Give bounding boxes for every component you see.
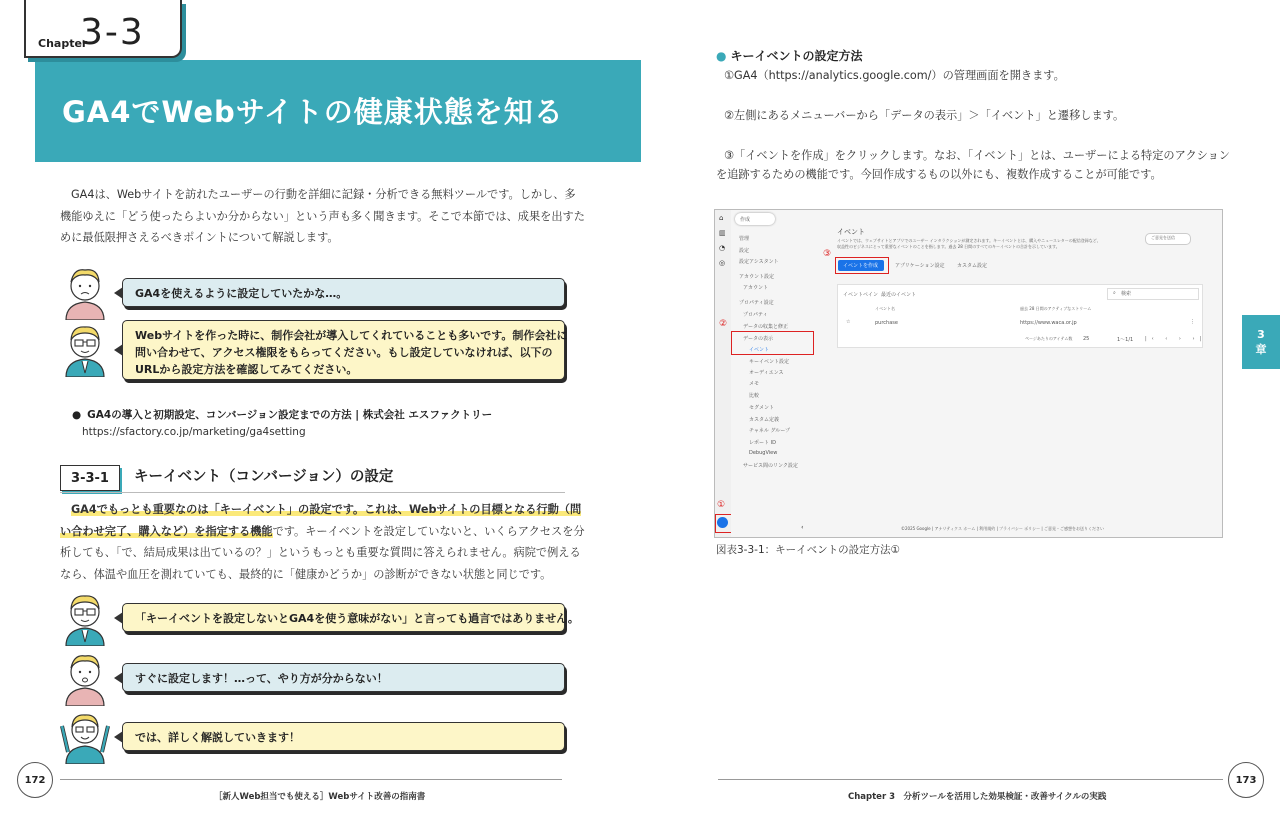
nav-subitem[interactable]: チャネル グループ bbox=[749, 428, 791, 434]
custom-settings-dropdown[interactable]: カスタム設定 bbox=[957, 263, 988, 269]
intro-paragraph bbox=[60, 184, 585, 249]
nav-item[interactable]: データの収集と修正 bbox=[743, 324, 789, 330]
nav-item-data-display[interactable]: データの表示 bbox=[743, 336, 774, 342]
highlight-box-3 bbox=[835, 257, 889, 274]
step-3: ③「イベントを作成」をクリックします。なお、「イベント」とは、ユーザーによる特定のアクション bbox=[724, 149, 1230, 162]
step-1: ①GA4（https://analytics.google.com/）の管理画面を開きます。 bbox=[724, 69, 1065, 82]
highlight-box-2 bbox=[731, 331, 814, 355]
advertising-icon[interactable]: ◎ bbox=[719, 259, 726, 267]
event-name-cell[interactable]: purchase bbox=[875, 320, 898, 326]
tab-recent-events[interactable]: 最近のイベント bbox=[881, 292, 917, 298]
highlight-box-1 bbox=[715, 514, 732, 533]
bubble-text: GA4を使えるように設定していたかな…。 bbox=[135, 286, 348, 300]
nav-item[interactable]: 設定 bbox=[739, 248, 750, 254]
nav-subitem[interactable]: DebugView bbox=[749, 450, 778, 456]
bubble-text: すぐに設定します！…って、やり方が分からない！ bbox=[135, 671, 388, 685]
intro-line: 機能ゆえに「どう使ったらよいか分からない」という声も多く聞きます。そこで本節では、成果を出すた bbox=[60, 209, 585, 223]
chapter-side-tab bbox=[1242, 315, 1280, 369]
marker-3: ③ bbox=[823, 249, 832, 259]
section-paragraph bbox=[60, 499, 585, 585]
section-divider bbox=[60, 492, 565, 493]
answer-bubble bbox=[122, 320, 568, 380]
cheering-person-icon bbox=[60, 708, 110, 764]
collapse-icon[interactable]: ‹ bbox=[801, 523, 804, 531]
rows-per-page-label: ページあたりのアイテム数 bbox=[1025, 336, 1073, 341]
side-tab-number: 3 bbox=[1257, 328, 1265, 341]
footer-line bbox=[60, 779, 562, 780]
create-event-label: イベントを作成 bbox=[843, 263, 879, 269]
paragraph-text: なら、体温や血圧を測れていても、最終的に「健康かどうか」の診断ができない状態と同じです。 bbox=[60, 567, 552, 581]
nav-subitem[interactable]: セグメント bbox=[749, 405, 774, 411]
nav-subitem[interactable]: オーディエンス bbox=[749, 370, 784, 376]
nav-item[interactable]: サービス間のリンク設定 bbox=[743, 463, 798, 469]
pagination-arrows[interactable]: |‹ ‹ › ›| bbox=[1145, 336, 1207, 342]
nav-item-events[interactable]: イベント bbox=[749, 347, 770, 353]
column-header: 過去 28 日間のアクティブなストリーム bbox=[1020, 306, 1092, 311]
nav-subitem[interactable]: メモ bbox=[749, 381, 760, 387]
stream-cell: https://www.waca.or.jp bbox=[1020, 320, 1077, 326]
pagination-range: 1〜1/1 bbox=[1117, 337, 1134, 343]
footer-chapter-title: Chapter 3 分析ツールを活用した効果検証・改善サイクルの実践 bbox=[848, 792, 1107, 802]
paragraph-text: 析しても、「で、結局成果は出ているの？」というもっとも重要な質問に答えられません。病院で例える bbox=[60, 546, 581, 559]
nav-item[interactable]: 管理 bbox=[739, 236, 750, 242]
ga-footer: ©2025 Google | アナリティクス ホーム | 利用規約 | プライバシー ポリシー | ご意見・ご感想をお送りください bbox=[901, 526, 1105, 531]
consultant-bubble bbox=[122, 722, 565, 751]
nav-subitem[interactable]: 比較 bbox=[749, 393, 760, 399]
bubble-text: では、詳しく解説していきます！ bbox=[135, 730, 300, 744]
bubble-line: Webサイトを作った時に、制作会社が導入してくれていることも多いです。制作会社に bbox=[135, 329, 568, 342]
more-icon[interactable]: ⋮ bbox=[1190, 319, 1195, 325]
bubble-line: URLから設定方法を確認してみてください。 bbox=[135, 363, 358, 376]
events-title: イベント bbox=[837, 228, 865, 236]
footer-line bbox=[718, 779, 1223, 780]
feedback-label: ご意見を送信 bbox=[1151, 235, 1175, 240]
star-icon[interactable]: ☆ bbox=[846, 319, 851, 325]
consultant-person-icon bbox=[60, 590, 110, 646]
side-tab-label: 章 bbox=[1255, 343, 1267, 356]
nav-group[interactable]: アカウント設定 bbox=[739, 274, 774, 280]
search-icon: ⌕ bbox=[1113, 290, 1116, 296]
app-settings-button[interactable]: アプリケーション設定 bbox=[895, 263, 945, 269]
nav-item[interactable]: プロパティ bbox=[743, 312, 768, 318]
section-number: 3-3-1 bbox=[60, 465, 120, 491]
ga4-screenshot bbox=[714, 209, 1223, 538]
nav-subitem[interactable]: レポート ID bbox=[749, 440, 776, 446]
marker-2: ② bbox=[719, 319, 728, 329]
question-bubble bbox=[122, 663, 565, 692]
worried-person-icon bbox=[60, 264, 110, 320]
explore-icon[interactable]: ◔ bbox=[719, 244, 726, 252]
confused-person-icon bbox=[60, 650, 110, 706]
marker-1: ① bbox=[717, 500, 726, 510]
figure-caption: 図表3-3-1：キーイベントの設定方法① bbox=[716, 544, 901, 556]
nav-item[interactable]: 設定アシスタント bbox=[739, 259, 779, 265]
bubble-line: 問い合わせて、アクセス権限をもらってください。もし設定していなければ、以下の bbox=[135, 346, 553, 359]
chapter-number: 3-3 bbox=[80, 12, 145, 53]
step-3-cont: を追跡するための機能です。今回作成するもの以外にも、複数作成することが可能です。 bbox=[716, 168, 1162, 181]
create-button-label: 作成 bbox=[740, 217, 751, 223]
tab-key-events[interactable]: イベントペイン bbox=[843, 292, 879, 298]
page-number-right: 173 bbox=[1228, 762, 1264, 798]
nav-subitem[interactable]: キーイベント設定 bbox=[749, 359, 790, 365]
column-header: イベント名 bbox=[875, 306, 895, 311]
intro-line: GA4は、Webサイトを訪れたユーザーの行動を詳細に記録・分析できる無料ツールです。しかし、多 bbox=[71, 188, 576, 201]
nav-item[interactable]: アカウント bbox=[743, 285, 768, 291]
section-title: キーイベント（コンバージョン）の設定 bbox=[134, 469, 394, 485]
search-placeholder: 検索 bbox=[1121, 291, 1132, 297]
page-title: GA4でWebサイトの健康状態を知る bbox=[62, 95, 564, 129]
reports-icon[interactable]: ▥ bbox=[719, 229, 726, 237]
home-icon[interactable]: ⌂ bbox=[719, 214, 724, 222]
paragraph-text: です。キーイベントを設定していないと、いくらアクセスを分 bbox=[272, 524, 585, 538]
consultant-bubble bbox=[122, 603, 579, 632]
highlight-text: い合わせ完了、購入など）を指定する機能 bbox=[60, 524, 273, 538]
bubble-text: 「キーイベントを設定しないとGA4を使う意味がない」と言っても過言ではありません。 bbox=[135, 611, 579, 625]
chapter-label: Chapter bbox=[38, 37, 88, 50]
events-description: イベントでは、ウェブサイトとアプリでのユーザー インタラクションが測定されます。キーイベントとは、購入やニュースレターの配信登録など、収益性のビジネスにとって重要なイベントのことを指します。過去 28 日間のすべてのキーイベントの合計を示しています。 bbox=[837, 238, 1101, 249]
question-bubble bbox=[122, 278, 565, 307]
link-url[interactable]: https://sfactory.co.jp/marketing/ga4setting bbox=[82, 426, 306, 438]
footer-book-title: ［新人Web担当でも使える］Webサイト改善の指南書 bbox=[214, 792, 426, 802]
intro-line: めに最低限押さえるべきポイントについて解説します。 bbox=[60, 231, 339, 244]
page-number-left: 172 bbox=[17, 762, 53, 798]
consultant-person-icon bbox=[60, 321, 110, 377]
nav-subitem[interactable]: カスタム定義 bbox=[749, 417, 780, 423]
highlight-text: GA4でもっとも重要なのは「キーイベント」の設定です。これは、Webサイトの目標となる行動（問 bbox=[71, 503, 582, 516]
nav-group[interactable]: プロパティ設定 bbox=[739, 300, 774, 306]
rows-per-page-select[interactable]: 25 bbox=[1083, 336, 1090, 342]
right-heading: ● キーイベントの設定方法 bbox=[716, 49, 863, 63]
link-title: ● GA4の導入と初期設定、コンバージョン設定までの方法 | 株式会社 エスファクトリー bbox=[72, 409, 493, 421]
step-2: ②左側にあるメニューバーから「データの表示」＞「イベント」と遷移します。 bbox=[724, 109, 1125, 122]
